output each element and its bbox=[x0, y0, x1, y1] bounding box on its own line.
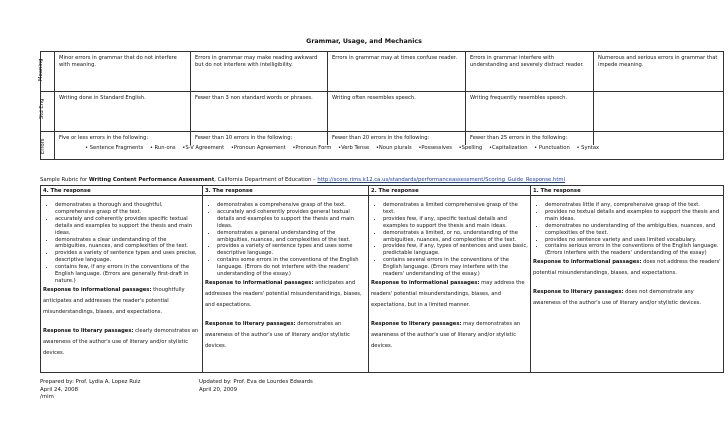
row-label-cell bbox=[38, 92, 55, 132]
criteria-cell: Fewer than 10 errors in the following: bbox=[191, 132, 328, 146]
criteria-cell: Fewer than 20 errors in the following: bbox=[328, 132, 466, 146]
informational-response bbox=[43, 285, 200, 318]
prepared-by-block bbox=[40, 379, 140, 402]
rubric-bullet-list bbox=[43, 202, 200, 285]
rubric-bullet: • contains serious errors in the conventions of the English language. (Errors interfere with the readers' understanding of the essay) bbox=[545, 243, 721, 257]
error-type-item: •S-V Agreement bbox=[182, 145, 225, 152]
rubric-bullet: • contains several errors in the conventions of the English language. (Errors may interfere with the readers' understanding of the essay.) bbox=[383, 257, 528, 278]
rubric-bullet: • provides a variety of sentence types and uses precise, descriptive language. bbox=[55, 250, 200, 264]
literary-text: may demonstrates an awareness of the author's use of literary and/or stylistic devices. bbox=[371, 320, 521, 349]
error-type-item: •Pronoun Form bbox=[292, 145, 332, 152]
informational-text: anticipates and addresses the readers' potential misunderstandings, biases, and expectations. bbox=[205, 279, 362, 308]
rubric-bullet-list bbox=[533, 202, 721, 257]
literary-response bbox=[205, 319, 366, 352]
error-type-item: •Pronoun Agreement bbox=[230, 145, 286, 152]
informational-response bbox=[533, 257, 721, 279]
rubric-header: 2. The response bbox=[369, 186, 531, 196]
updated-date: April 20, 2009 bbox=[199, 386, 238, 393]
initials: /mim bbox=[40, 394, 54, 401]
literary-label: Response to literary passages: bbox=[533, 289, 624, 296]
criteria-cell: Writing often resembles speech. bbox=[328, 92, 466, 132]
literary-label: Response to literary passages: bbox=[205, 320, 296, 327]
page-title: Grammar, Usage, and Mechanics bbox=[306, 38, 422, 45]
informational-label: Response to informational passages: bbox=[371, 279, 480, 286]
criteria-cell: Errors in grammar may at times confuse reader. bbox=[328, 52, 466, 92]
rubric-column-4 bbox=[41, 196, 203, 373]
rubric-header: 3. The response bbox=[203, 186, 369, 196]
sample-prefix: Sample Rubric for bbox=[40, 177, 89, 183]
rubric-column-3 bbox=[203, 196, 369, 373]
rubric-bullet: • demonstrates a general understanding of the ambiguities, nuances, and complexities of the text. bbox=[217, 230, 366, 244]
rubric-bullet-list bbox=[205, 202, 366, 278]
criteria-cell: Writing done in Standard English. bbox=[55, 92, 191, 132]
literary-response bbox=[43, 326, 200, 359]
criteria-cell: Errors in grammar interfere with understanding and severely distract reader. bbox=[466, 52, 594, 92]
errors-row bbox=[41, 132, 724, 146]
row-label-cell bbox=[37, 52, 55, 92]
error-type-item: • Run-ons bbox=[149, 145, 176, 152]
literary-text: demonstrates an awareness of the author's use of literary and/or stylistic devices. bbox=[205, 320, 350, 349]
rubric-bullet: • contains few, if any errors in the conventions of the English language. (Errors are generally first-draft in nature.) bbox=[55, 264, 200, 285]
rubric-column-2 bbox=[369, 196, 531, 373]
rubric-bullet: • provides a variety of sentence types and uses some descriptive language. bbox=[217, 243, 366, 257]
row-label-std-eng: Std Eng bbox=[38, 98, 45, 120]
row-label-cell bbox=[41, 132, 55, 160]
literary-response bbox=[533, 287, 721, 309]
literary-label: Response to literary passages: bbox=[43, 327, 134, 334]
rubric-bullet: • provides no sentence variety and uses limited vocabulary. bbox=[545, 237, 721, 244]
rubric-header: 1. The response bbox=[531, 186, 724, 196]
informational-text: may address the readers' potential misunderstandings, biases, and expectations, but in a limited manner. bbox=[371, 279, 525, 308]
criteria-cell bbox=[594, 132, 724, 146]
error-types-cell bbox=[55, 145, 724, 159]
rubric-bullet: • provides no textual details and examples to support the thesis and main ideas. bbox=[545, 209, 721, 223]
rubric-header-row bbox=[41, 186, 724, 196]
criteria-cell: Numerous and serious errors in grammar that impede meaning. bbox=[594, 52, 724, 92]
rubric-bullet: • provides few, if any, types of sentences and uses basic, predictable language. bbox=[383, 243, 528, 257]
rubric-bullet: • accurately and coherently provides general textual details and examples to support the thesis and main ideas. bbox=[217, 209, 366, 230]
rubric-bullet: • demonstrates little if any, comprehensive grasp of the text. bbox=[545, 202, 721, 209]
sample-bold-title: Writing Content Performance Assessment bbox=[88, 177, 215, 183]
error-type-item: • Syntax bbox=[576, 145, 600, 152]
error-types-list bbox=[85, 145, 723, 152]
error-type-item: •Possessives bbox=[418, 145, 452, 152]
criteria-cell: Minor errors in grammar that do not interfere with meaning. bbox=[55, 52, 191, 92]
rubric-bullet: • demonstrates a thorough and thoughtful, comprehensive grasp of the text. bbox=[55, 202, 200, 216]
meaning-row bbox=[41, 52, 724, 92]
literary-response bbox=[371, 319, 528, 352]
informational-label: Response to informational passages: bbox=[43, 286, 152, 293]
literary-label: Response to literary passages: bbox=[371, 320, 462, 327]
rubric-bullet: • accurately and coherently provides specific textual details and examples to support the thesis and main ideas. bbox=[55, 216, 200, 237]
scoring-guide-link[interactable]: http://score.rims.k12.ca.us/standards/performanceassessment/Scoring_Guide_Response.html bbox=[317, 177, 566, 183]
rubric-bullet: • demonstrates a comprehensive grasp of the text. bbox=[217, 202, 366, 209]
rubric-bullet: • demonstrates a clear understanding of the ambiguities, nuances, and complexities of the text. bbox=[55, 237, 200, 251]
rubric-bullet: • demonstrates no understanding of the ambiguities, nuances, and complexities of the text. bbox=[545, 223, 721, 237]
prepared-date: April 24, 2008 bbox=[40, 386, 79, 393]
updated-by-block bbox=[199, 379, 313, 394]
error-types-row bbox=[41, 145, 724, 159]
rubric-bullet: • demonstrates a limited comprehensive grasp of the text. bbox=[383, 202, 528, 216]
rubric-body-row bbox=[41, 196, 724, 373]
literary-text: does not demonstrate any awareness of the author's use of literary and/or stylistic devices. bbox=[533, 289, 702, 307]
informational-text: thoughtfully anticipates and addresses the reader's potential misunderstandings, biases, and expectations. bbox=[43, 286, 185, 315]
error-type-item: •Noun plurals bbox=[375, 145, 412, 152]
rubric-header: 4. The response bbox=[41, 186, 203, 196]
updated-by: Updated by: Prof. Eva de Lourdes Edwards bbox=[199, 379, 313, 385]
criteria-cell: Writing frequently resembles speech. bbox=[466, 92, 594, 132]
informational-response bbox=[205, 278, 366, 311]
row-label-errors: Errors bbox=[39, 138, 46, 155]
criteria-cell: Five or less errors in the following: bbox=[55, 132, 191, 146]
informational-label: Response to informational passages: bbox=[533, 259, 642, 266]
sample-middle: , California Department of Education – bbox=[214, 177, 318, 183]
error-type-item: •Capitalization bbox=[488, 145, 528, 152]
rubric-bullet: • demonstrates a limited, or no, understanding of the ambiguities, nuances, and complexities of the text. bbox=[383, 230, 528, 244]
informational-response bbox=[371, 278, 528, 311]
informational-text: does not address the readers' potential misunderstandings, biases, and expectations. bbox=[533, 259, 721, 277]
criteria-cell: Fewer than 3 non standard words or phrases. bbox=[191, 92, 328, 132]
error-type-item: •Verb Tense bbox=[338, 145, 370, 152]
rubric-column-1 bbox=[531, 196, 724, 373]
informational-label: Response to informational passages: bbox=[205, 279, 314, 286]
std-eng-row bbox=[41, 92, 724, 132]
rubric-bullet: • contains some errors in the conventions of the English language. (Errors do not interfere with the readers' understanding of the essay.) bbox=[217, 257, 366, 278]
rubric-bullet: • provides few, if any, specific textual details and examples to support the thesis and main ideas. bbox=[383, 216, 528, 230]
error-type-item: •Spelling bbox=[458, 145, 483, 152]
row-label-meaning: Meaning bbox=[37, 58, 44, 82]
grammar-criteria-table bbox=[37, 51, 724, 160]
scoring-rubric-table bbox=[40, 185, 724, 373]
criteria-cell bbox=[594, 92, 724, 132]
prepared-by: Prepared by: Prof. Lydia A. Lopez Ruiz bbox=[40, 379, 141, 385]
error-type-item: • Punctuation bbox=[534, 145, 570, 152]
criteria-cell: Errors in grammar may make reading awkward but do not interfere with intelligibility. bbox=[191, 52, 328, 92]
error-type-item: • Sentence Fragments bbox=[85, 145, 144, 152]
rubric-bullet-list bbox=[371, 202, 528, 278]
literary-text: clearly demonstrates an awareness of the author's use of literary and/or stylistic devices. bbox=[43, 327, 199, 356]
criteria-cell: Fewer than 25 errors in the following: bbox=[466, 132, 594, 146]
sample-rubric-note bbox=[40, 177, 565, 183]
